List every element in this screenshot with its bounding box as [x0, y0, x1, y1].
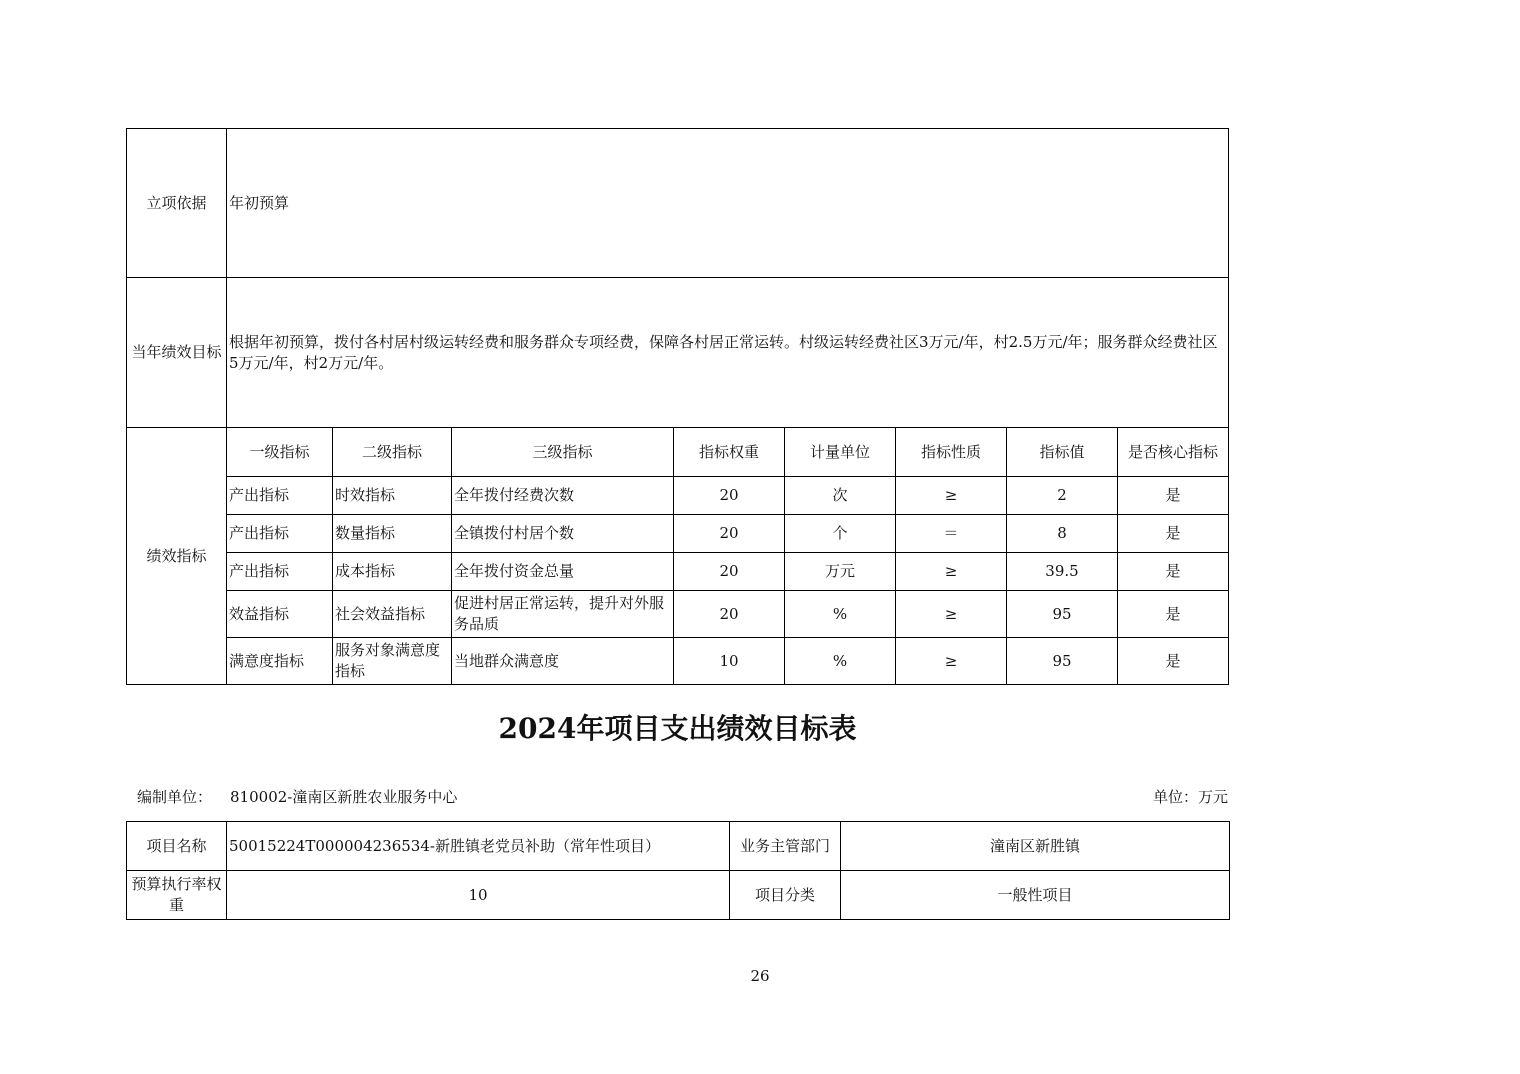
cell-core: 是: [1118, 515, 1229, 553]
basis-label: 立项依据: [127, 129, 227, 278]
table-row: [127, 477, 1229, 515]
unit-note: 单位：万元: [1152, 788, 1228, 806]
header-level3: 三级指标: [452, 428, 674, 477]
org-line: [137, 787, 457, 808]
cell-level3: 全镇拨付村居个数: [452, 515, 674, 553]
category-label: 项目分类: [730, 871, 841, 920]
page-title: 2024年项目支出绩效目标表: [498, 712, 857, 745]
cell-core: 是: [1118, 477, 1229, 515]
cell-level2: 时效指标: [333, 477, 452, 515]
indicator-header-row: [127, 428, 1229, 477]
cell-nature: ≥: [896, 477, 1007, 515]
cell-unit: 个: [785, 515, 896, 553]
table-row: [127, 591, 1229, 638]
basis-row: [127, 129, 1229, 278]
project-info-table: [126, 821, 1230, 920]
cell-level3: 当地群众满意度: [452, 638, 674, 685]
basis-value: 年初预算: [227, 129, 1229, 278]
cell-weight: 10: [674, 638, 785, 685]
cell-value: 95: [1007, 591, 1118, 638]
annual-goal-row: [127, 278, 1229, 428]
org-value: 810002-潼南区新胜农业服务中心: [230, 788, 458, 806]
cell-weight: 20: [674, 477, 785, 515]
cell-level3: 全年拨付经费次数: [452, 477, 674, 515]
page-number: 26: [750, 967, 770, 985]
annual-goal-label: 当年绩效目标: [127, 278, 227, 428]
cell-unit: 次: [785, 477, 896, 515]
cell-unit: %: [785, 638, 896, 685]
header-nature: 指标性质: [896, 428, 1007, 477]
project-name-value: 50015224T000004236534-新胜镇老党员补助（常年性项目）: [227, 822, 730, 871]
header-value: 指标值: [1007, 428, 1118, 477]
cell-level2: 社会效益指标: [333, 591, 452, 638]
cell-value: 39.5: [1007, 553, 1118, 591]
category-value: 一般性项目: [841, 871, 1230, 920]
project-weight-row: [127, 871, 1230, 920]
weight-value: 10: [227, 871, 730, 920]
cell-core: 是: [1118, 638, 1229, 685]
header-core: 是否核心指标: [1118, 428, 1229, 477]
cell-nature: ≥: [896, 591, 1007, 638]
indicators-label: 绩效指标: [127, 428, 227, 685]
cell-nature: ＝: [896, 515, 1007, 553]
cell-level2: 数量指标: [333, 515, 452, 553]
cell-value: 2: [1007, 477, 1118, 515]
cell-level1: 产出指标: [227, 553, 333, 591]
cell-level1: 满意度指标: [227, 638, 333, 685]
annual-goal-value: 根据年初预算，拨付各村居村级运转经费和服务群众专项经费，保障各村居正常运转。村级运转经费社区3万元/年，村2.5万元/年；服务群众经费社区5万元/年，村2万元/年。: [227, 278, 1229, 428]
table-row: [127, 638, 1229, 685]
cell-weight: 20: [674, 515, 785, 553]
cell-weight: 20: [674, 591, 785, 638]
weight-label: 预算执行率权重: [127, 871, 227, 920]
org-label: 编制单位：: [137, 788, 213, 806]
cell-level1: 产出指标: [227, 477, 333, 515]
project-name-label: 项目名称: [127, 822, 227, 871]
cell-unit: 万元: [785, 553, 896, 591]
cell-core: 是: [1118, 553, 1229, 591]
cell-level2: 成本指标: [333, 553, 452, 591]
cell-nature: ≥: [896, 638, 1007, 685]
cell-level2: 服务对象满意度指标: [333, 638, 452, 685]
header-weight: 指标权重: [674, 428, 785, 477]
cell-weight: 20: [674, 553, 785, 591]
table-row: [127, 553, 1229, 591]
cell-level3: 全年拨付资金总量: [452, 553, 674, 591]
cell-core: 是: [1118, 591, 1229, 638]
cell-level3: 促进村居正常运转，提升对外服务品质: [452, 591, 674, 638]
table-row: [127, 515, 1229, 553]
project-name-row: [127, 822, 1230, 871]
cell-level1: 产出指标: [227, 515, 333, 553]
project-detail-table: [126, 128, 1229, 685]
dept-label: 业务主管部门: [730, 822, 841, 871]
cell-nature: ≥: [896, 553, 1007, 591]
cell-value: 8: [1007, 515, 1118, 553]
header-level2: 二级指标: [333, 428, 452, 477]
header-unit: 计量单位: [785, 428, 896, 477]
dept-value: 潼南区新胜镇: [841, 822, 1230, 871]
header-level1: 一级指标: [227, 428, 333, 477]
cell-value: 95: [1007, 638, 1118, 685]
cell-unit: %: [785, 591, 896, 638]
cell-level1: 效益指标: [227, 591, 333, 638]
